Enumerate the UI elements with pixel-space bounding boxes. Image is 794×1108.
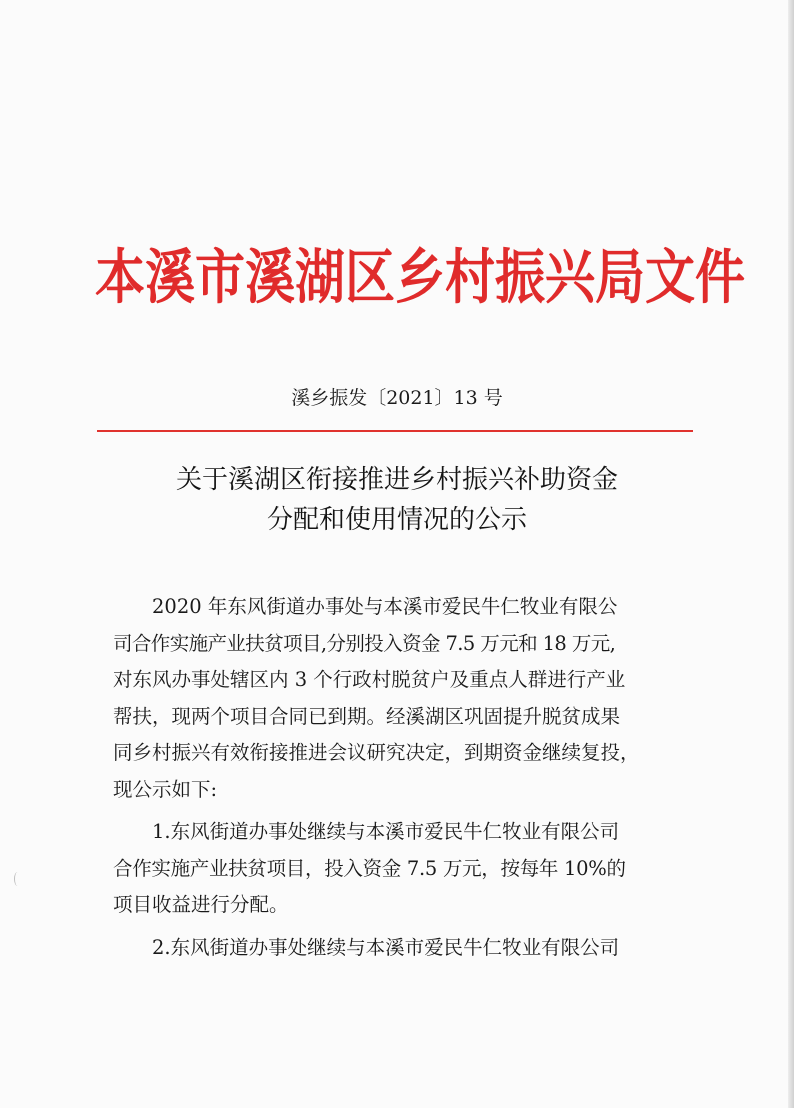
list-item-2 [113, 930, 679, 967]
agency-header-title: 本溪市溪湖区乡村振兴局文件 [95, 243, 745, 312]
intro-line: 司合作实施产业扶贫项目,分别投入资金 7.5 万元和 18 万元, [113, 631, 616, 655]
document-body [113, 589, 679, 966]
item-1-line: 项目收益进行分配。 [113, 893, 289, 916]
scan-artifact-mark [14, 872, 21, 886]
intro-line: 现公示如下: [113, 777, 218, 801]
intro-line: 同乡村振兴有效衔接推进会议研究决定，到期资金继续复投， [113, 741, 640, 764]
notice-title [0, 460, 794, 540]
item-2-line: 2.东风街道办事处继续与本溪市爱民牛仁牧业有限公司 [152, 935, 620, 959]
intro-line: 帮扶，现两个项目合同已到期。经溪湖区巩固提升脱贫成果 [113, 704, 621, 728]
document-number: 溪乡振发〔2021〕13 号 [291, 387, 503, 409]
intro-paragraph [113, 589, 679, 808]
page-edge [788, 0, 794, 1108]
intro-line: 对东风办事处辖区内 3 个行政村脱贫户及重点人群进行产业 [113, 668, 626, 691]
item-1-line: 合作实施产业扶贫项目，投入资金 7.5 万元，按每年 10%的 [113, 856, 626, 880]
notice-title-line-2: 分配和使用情况的公示 [266, 505, 527, 535]
intro-line: 2020 年东风街道办事处与本溪市爱民牛仁牧业有限公 [152, 595, 618, 618]
item-1-line: 1.东风街道办事处继续与本溪市爱民牛仁牧业有限公司 [152, 820, 620, 843]
red-separator-line [97, 430, 693, 432]
notice-title-line-1: 关于溪湖区衔接推进乡村振兴补助资金 [175, 465, 618, 495]
list-item-1 [113, 814, 679, 924]
